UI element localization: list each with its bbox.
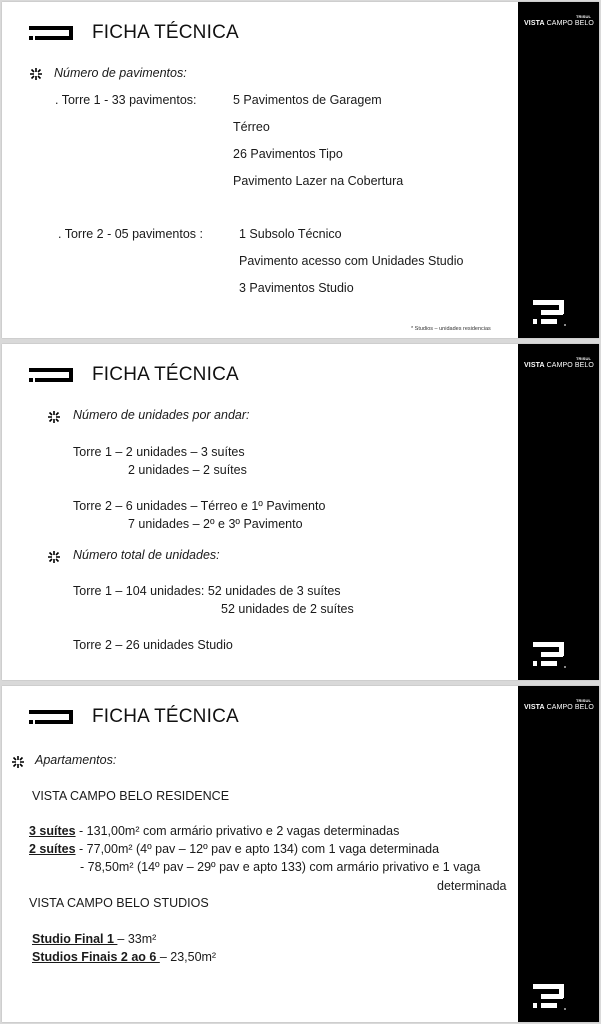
total-line: 52 unidades de 2 suítes (221, 602, 354, 616)
units-line: 2 unidades – 2 suítes (128, 463, 247, 477)
torre1-label: . Torre 1 - 33 pavimentos: (55, 93, 197, 107)
total-line: Torre 1 – 104 unidades: 52 unidades de 3 suítes (73, 584, 341, 598)
torre1-item: Térreo (233, 120, 270, 134)
torre1-item: 26 Pavimentos Tipo (233, 147, 343, 161)
slide-title: FICHA TÉCNICA (92, 22, 239, 43)
brand-mark-icon (533, 642, 567, 670)
brand-sidebar (518, 2, 599, 338)
units-line: Torre 2 – 6 unidades – Térreo e 1º Pavimento (73, 499, 326, 513)
footnote: * Studios – unidades residencias (411, 326, 491, 332)
suites2-line-2: - 78,50m² (14º pav – 29º pav e apto 133) com armário privativo e 1 vaga (80, 860, 481, 874)
section-heading: Apartamentos: (35, 753, 117, 767)
units-line: Torre 1 – 2 unidades – 3 suítes (73, 445, 245, 459)
brand-logo-icon (29, 710, 79, 724)
bullet-icon (48, 411, 60, 423)
brand-sidebar (518, 344, 599, 680)
studio2-line: Studios Finais 2 ao 6 – 23,50m² (32, 950, 217, 964)
suites2-line-3: determinada (437, 879, 507, 893)
torre2-item: 1 Subsolo Técnico (239, 227, 342, 241)
slide-title: FICHA TÉCNICA (92, 706, 239, 727)
brand-logo-icon (29, 368, 79, 382)
slide-units (2, 344, 599, 680)
torre1-item: 5 Pavimentos de Garagem (233, 93, 382, 107)
bullet-icon (30, 68, 42, 80)
brand-wordmark: TRISUL VISTA CAMPO BELO (524, 14, 594, 27)
section-heading: Número de pavimentos: (54, 66, 187, 80)
bullet-icon (48, 551, 60, 563)
torre2-label: . Torre 2 - 05 pavimentos : (58, 227, 203, 241)
suites2-line: 2 suítes - 77,00m² (4º pav – 12º pav e apto 134) com 1 vaga determinada (29, 842, 440, 856)
brand-wordmark: TRISUL VISTA CAMPO BELO (524, 356, 594, 369)
brand-mark-icon (533, 300, 567, 328)
brand-mark-icon (533, 984, 567, 1012)
brand-wordmark: TRISUL VISTA CAMPO BELO (524, 698, 594, 711)
torre2-item: 3 Pavimentos Studio (239, 281, 354, 295)
torre2-item: Pavimento acesso com Unidades Studio (239, 254, 464, 268)
section-heading: Número total de unidades: (73, 548, 220, 562)
total-line: Torre 2 – 26 unidades Studio (73, 638, 233, 652)
studios-heading: VISTA CAMPO BELO STUDIOS (29, 896, 209, 910)
section-heading: Número de unidades por andar: (73, 408, 250, 422)
brand-logo-icon (29, 26, 79, 40)
studio1-line: Studio Final 1 – 33m² (32, 932, 157, 946)
slide-number-of-floors (2, 2, 599, 338)
slide-apartments (2, 686, 599, 1022)
brand-sidebar (518, 686, 599, 1022)
residence-heading: VISTA CAMPO BELO RESIDENCE (32, 789, 230, 803)
torre1-item: Pavimento Lazer na Cobertura (233, 174, 404, 188)
slide-title: FICHA TÉCNICA (92, 364, 239, 385)
bullet-icon (12, 756, 24, 768)
units-line: 7 unidades – 2º e 3º Pavimento (128, 517, 303, 531)
suites3-line: 3 suítes - 131,00m² com armário privativo e 2 vagas determinadas (29, 824, 400, 838)
